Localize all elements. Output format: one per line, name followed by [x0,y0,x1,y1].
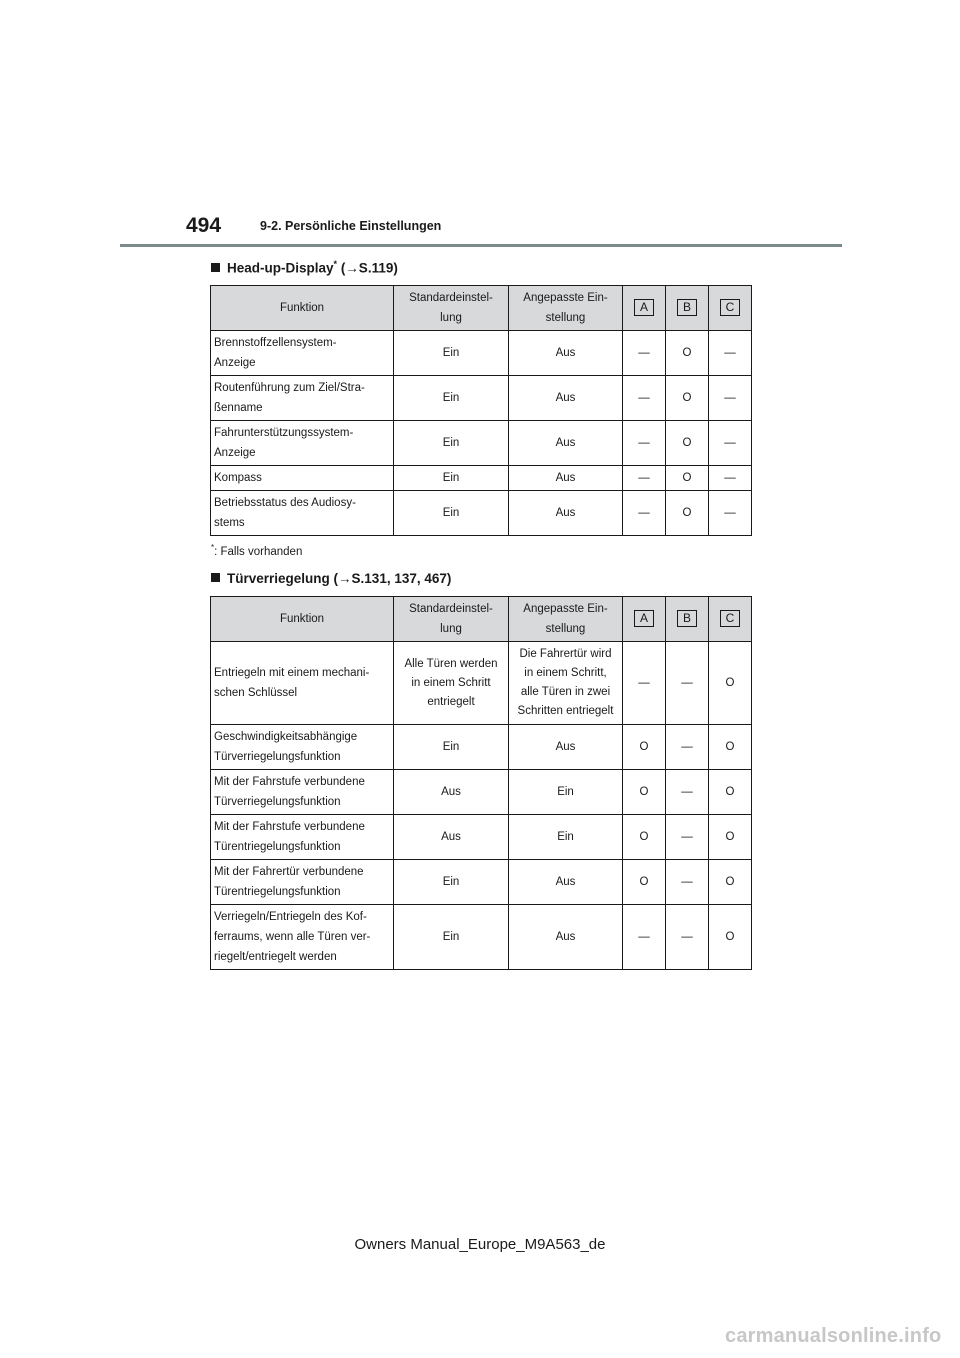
letter-b-icon: B [677,299,697,316]
b-cell: — [666,905,709,970]
letter-c-icon: C [720,610,740,627]
table-row [211,331,752,376]
header-rule [120,244,842,247]
footer-text: Owners Manual_Europe_M9A563_de [354,1236,606,1253]
custom-cell: Aus [509,860,623,905]
standard-cell: Ein [394,491,509,536]
header-standard: Standardeinstel- lung [394,597,509,642]
standard-cell: Ein [394,905,509,970]
function-cell: Verriegeln/Entriegeln des Kof- ferraums, wenn alle Türen ver- riegelt/entriegelt werden [211,905,394,970]
subheading-head-up-display: Head-up-Display* (→S.119) [211,259,398,276]
function-cell: Fahrunterstützungssystem- Anzeige [211,421,394,466]
standard-cell: Ein [394,466,509,491]
footnote: *: Falls vorhanden [211,543,303,558]
square-bullet-icon [211,573,220,582]
header-c [709,597,752,642]
c-cell: O [709,905,752,970]
header-b [666,286,709,331]
custom-cell: Aus [509,421,623,466]
header-c [709,286,752,331]
table-row [211,421,752,466]
c-cell: — [709,421,752,466]
b-cell: — [666,642,709,725]
a-cell: — [623,491,666,536]
c-cell: O [709,642,752,725]
custom-cell: Aus [509,376,623,421]
custom-cell: Ein [509,815,623,860]
square-bullet-icon [211,263,220,272]
function-cell: Kompass [211,466,394,491]
standard-cell: Ein [394,725,509,770]
standard-cell: Ein [394,421,509,466]
table-row [211,770,752,815]
c-cell: O [709,725,752,770]
b-cell: — [666,815,709,860]
standard-cell: Ein [394,331,509,376]
c-cell: O [709,860,752,905]
header-funktion: Funktion [211,286,394,331]
c-cell: — [709,331,752,376]
head-up-display-table [210,285,752,536]
custom-cell: Aus [509,725,623,770]
standard-cell: Alle Türen werden in einem Schritt entriegelt [394,642,509,725]
b-cell: — [666,770,709,815]
b-cell: O [666,421,709,466]
c-cell: — [709,491,752,536]
a-cell: — [623,642,666,725]
a-cell: O [623,815,666,860]
table-row [211,905,752,970]
c-cell: — [709,376,752,421]
a-cell: — [623,376,666,421]
custom-cell: Aus [509,905,623,970]
standard-cell: Aus [394,815,509,860]
header-standard: Standardeinstel- lung [394,286,509,331]
section-title: 9-2. Persönliche Einstellungen [260,219,442,233]
custom-cell: Die Fahrertür wird in einem Schritt, alle Türen in zwei Schritten entriegelt [509,642,623,725]
standard-cell: Aus [394,770,509,815]
table-header-row [211,286,752,331]
door-lock-table [210,596,752,970]
b-cell: O [666,466,709,491]
function-cell: Betriebsstatus des Audiosy- stems [211,491,394,536]
header-a [623,286,666,331]
a-cell: — [623,905,666,970]
a-cell: — [623,466,666,491]
page-number: 494 [186,214,222,237]
a-cell: — [623,421,666,466]
letter-c-icon: C [720,299,740,316]
a-cell: O [623,725,666,770]
function-cell: Mit der Fahrstufe verbundene Türentriegelungsfunktion [211,815,394,860]
b-cell: O [666,491,709,536]
table-row [211,642,752,725]
c-cell: O [709,770,752,815]
letter-a-icon: A [634,299,654,316]
table-row [211,860,752,905]
custom-cell: Aus [509,331,623,376]
table-row [211,815,752,860]
header-custom: Angepasste Ein- stellung [509,286,623,331]
function-cell: Routenführung zum Ziel/Stra- ßenname [211,376,394,421]
function-cell: Entriegeln mit einem mechani- schen Schlüssel [211,642,394,725]
a-cell: O [623,770,666,815]
b-cell: — [666,860,709,905]
function-cell: Mit der Fahrertür verbundene Türentriegelungsfunktion [211,860,394,905]
table-row [211,376,752,421]
table-row [211,466,752,491]
table-row [211,491,752,536]
watermark: carmanualsonline.info [725,1325,942,1347]
header-custom: Angepasste Ein- stellung [509,597,623,642]
b-cell: O [666,376,709,421]
a-cell: O [623,860,666,905]
b-cell: O [666,331,709,376]
header-funktion: Funktion [211,597,394,642]
standard-cell: Ein [394,860,509,905]
table-header-row [211,597,752,642]
custom-cell: Aus [509,466,623,491]
function-cell: Geschwindigkeitsabhängige Türverriegelungsfunktion [211,725,394,770]
a-cell: — [623,331,666,376]
standard-cell: Ein [394,376,509,421]
custom-cell: Aus [509,491,623,536]
subheading-door-lock: Türverriegelung (→S.131, 137, 467) [211,571,451,586]
b-cell: — [666,725,709,770]
function-cell: Brennstoffzellensystem- Anzeige [211,331,394,376]
function-cell: Mit der Fahrstufe verbundene Türverriegelungsfunktion [211,770,394,815]
letter-a-icon: A [634,610,654,627]
c-cell: O [709,815,752,860]
table-row [211,725,752,770]
custom-cell: Ein [509,770,623,815]
header-b [666,597,709,642]
c-cell: — [709,466,752,491]
header-a [623,597,666,642]
letter-b-icon: B [677,610,697,627]
